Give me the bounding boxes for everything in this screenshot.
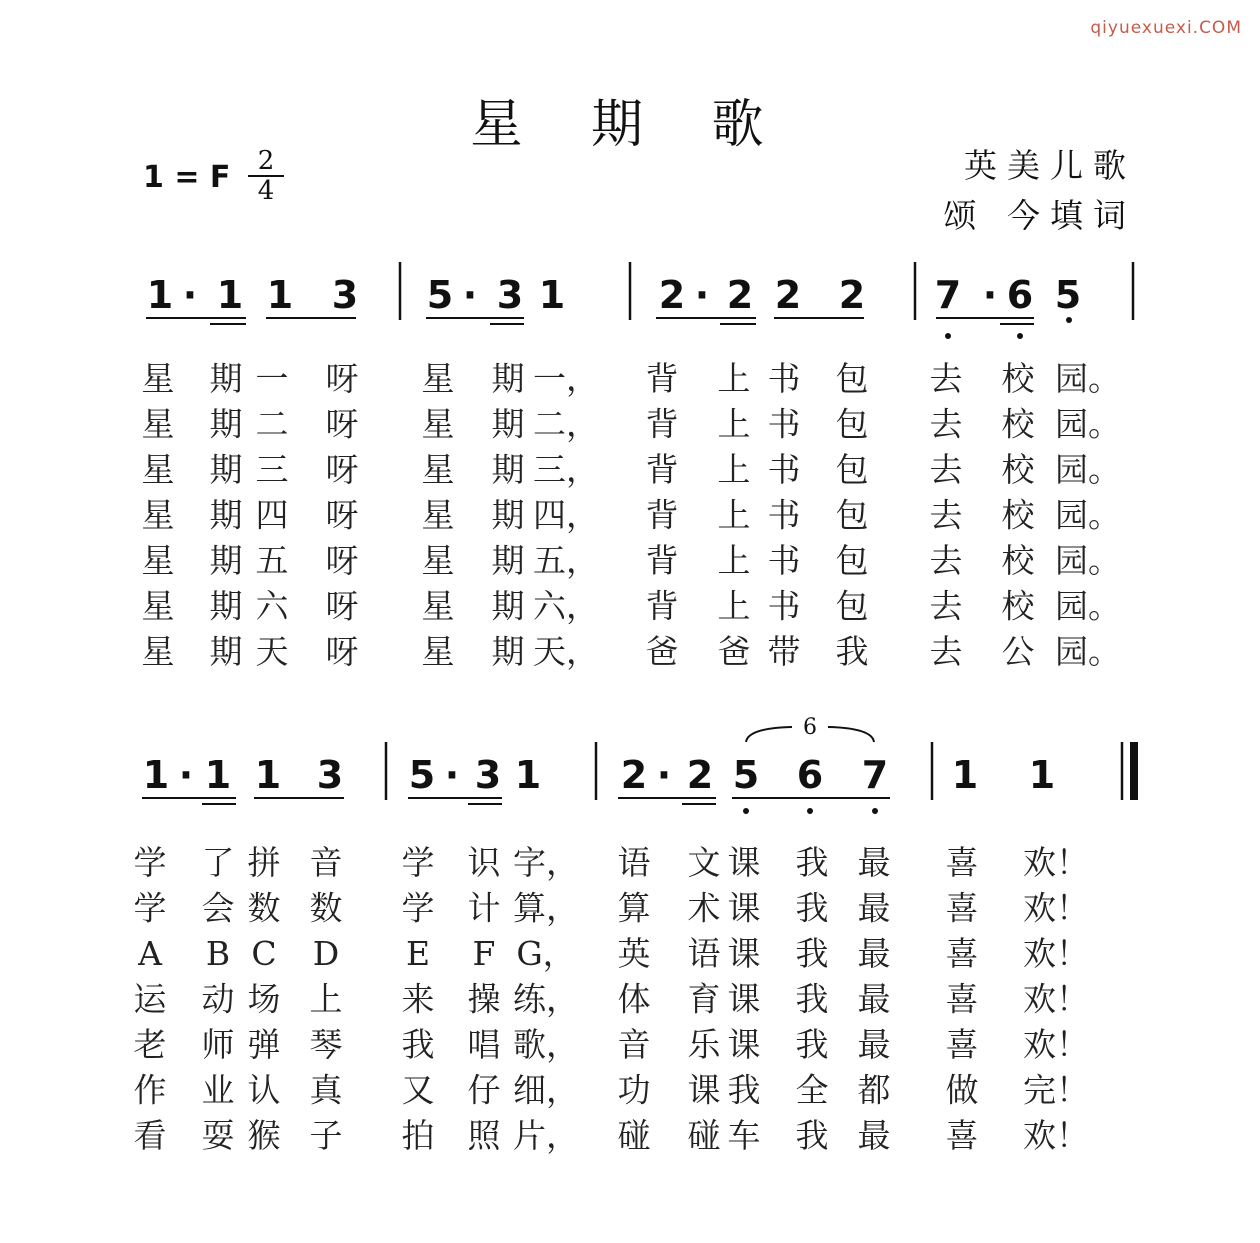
lyric-syllable: 喜 [945, 1116, 979, 1155]
lyric-syllable: 背 [645, 359, 679, 398]
lyric-syllable: 三 [255, 450, 289, 489]
lyric-syllable: 课 [727, 1025, 761, 1064]
lyric-syllable: 带 [767, 632, 801, 671]
octave-dot [872, 808, 878, 814]
jianpu-note: 2 [774, 273, 802, 317]
lyric-syllable: 欢！ [1023, 843, 1089, 882]
lyric-syllable: 欢！ [1023, 934, 1089, 973]
lyric-syllable: 期 [209, 495, 243, 535]
lyric-syllable: 呀 [325, 404, 359, 444]
lyric-syllable: 琴 [309, 1025, 343, 1064]
lyric-syllable: 文 [687, 843, 721, 882]
lyric-syllable: 星 [141, 359, 175, 398]
jianpu-note: 1 [204, 753, 232, 797]
lyric-syllable: 上 [717, 359, 751, 398]
jianpu-note: 5 [408, 753, 436, 797]
lyric-syllable: 练， [513, 979, 579, 1019]
lyric-syllable: 车 [727, 1116, 761, 1155]
lyric-syllable: 场 [247, 979, 281, 1019]
lyric-syllable: 看 [133, 1116, 167, 1155]
credit-composer: 英美儿歌 [964, 146, 1136, 185]
lyric-syllable: 弹 [247, 1025, 281, 1064]
lyric-syllable: 星 [421, 450, 455, 489]
jianpu-note: 3 [331, 273, 359, 317]
lyric-syllable: 唱 [467, 1025, 501, 1064]
lyric-syllable: 拼 [247, 843, 281, 882]
lyric-syllable: 我 [795, 934, 829, 973]
lyric-syllable: 星 [141, 450, 175, 489]
lyric-syllable: 拍 [401, 1116, 435, 1155]
lyric-syllable: F [472, 934, 496, 973]
lyric-syllable: 学 [401, 888, 435, 928]
lyric-syllable: 算， [513, 888, 579, 928]
lyric-syllable: 六 [255, 586, 289, 626]
lyric-syllable: 星 [421, 404, 455, 444]
lyric-syllable: 爸 [645, 632, 679, 671]
lyric-syllable: 背 [645, 450, 679, 489]
lyric-syllable: 课 [727, 979, 761, 1019]
lyric-syllable: 期 [209, 404, 243, 444]
lyric-syllable: 呀 [325, 450, 359, 489]
lyric-syllable: 书 [767, 586, 801, 626]
lyric-syllable: 学 [133, 843, 167, 882]
time-signature-top: 2 [257, 146, 275, 176]
lyric-syllable: 了 [201, 843, 235, 882]
lyric-syllable: 包 [835, 450, 869, 489]
lyric-syllable: 包 [835, 359, 869, 398]
lyric-syllable: E [405, 934, 431, 973]
lyric-syllable: 五， [533, 541, 599, 580]
lyric-syllable: 期 [491, 541, 525, 580]
lyric-syllable: 园。 [1055, 632, 1121, 671]
lyric-syllable: 六， [533, 586, 599, 626]
lyric-syllable: 子 [309, 1116, 343, 1155]
lyric-syllable: 操 [467, 979, 501, 1019]
lyric-syllable: 二 [255, 404, 289, 444]
lyric-syllable: 识 [467, 843, 501, 882]
jianpu-note: 2 [620, 753, 648, 797]
lyric-syllable: 校 [1001, 404, 1035, 444]
lyric-syllable: 最 [857, 979, 891, 1019]
page-title: 星 期 歌 [470, 95, 790, 155]
lyric-syllable: 星 [421, 586, 455, 626]
lyric-syllable: 完！ [1023, 1070, 1089, 1110]
lyrics-section-1 [142, 359, 1122, 671]
lyric-syllable: 包 [835, 495, 869, 535]
tuplet-arc-left [746, 727, 792, 742]
lyric-syllable: 功 [617, 1070, 651, 1110]
jianpu-note: · [178, 753, 194, 797]
jianpu-note: 6 [796, 753, 824, 797]
lyric-syllable: 四 [255, 495, 289, 535]
jianpu-note: 3 [474, 753, 502, 797]
lyric-syllable: A [138, 934, 162, 973]
lyric-syllable: G， [516, 934, 576, 973]
lyrics-section-2 [134, 843, 1090, 1155]
jianpu-note: 5 [426, 273, 454, 317]
lyric-syllable: 动 [201, 979, 235, 1019]
lyric-syllable: 上 [717, 541, 751, 580]
lyric-syllable: 公 [1001, 632, 1035, 671]
lyric-syllable: 去 [929, 541, 963, 580]
jianpu-note: · [656, 753, 672, 797]
jianpu-note: 1 [266, 273, 294, 317]
lyric-syllable: 数 [309, 888, 343, 928]
lyric-syllable: 最 [857, 1025, 891, 1064]
lyric-syllable: 去 [929, 632, 963, 671]
jianpu-note: · [444, 753, 460, 797]
lyric-syllable: 最 [857, 934, 891, 973]
lyric-syllable: 计 [467, 888, 501, 928]
lyric-syllable: 星 [421, 359, 455, 398]
lyric-syllable: 校 [1001, 359, 1035, 398]
lyric-syllable: 五 [255, 541, 289, 580]
lyric-syllable: 呀 [325, 632, 359, 671]
lyric-syllable: 天 [255, 632, 289, 671]
tuplet-arc-right [828, 727, 874, 742]
lyric-syllable: 做 [945, 1070, 979, 1110]
lyric-syllable: 上 [717, 586, 751, 626]
lyric-syllable: 爸 [717, 632, 751, 671]
lyric-syllable: 我 [835, 632, 869, 671]
lyric-syllable: 猴 [247, 1116, 281, 1155]
lyric-syllable: 课 [727, 888, 761, 928]
lyric-syllable: 歌， [513, 1025, 579, 1064]
lyric-syllable: 我 [401, 1025, 435, 1064]
key-signature: 1 = F [143, 160, 231, 195]
final-barline-thick [1130, 742, 1138, 800]
lyric-syllable: 书 [767, 495, 801, 535]
lyric-syllable: 我 [795, 888, 829, 928]
lyric-syllable: 乐 [687, 1025, 721, 1064]
lyric-syllable: 期 [491, 586, 525, 626]
jianpu-note: 1 [1028, 753, 1056, 797]
lyric-syllable: 我 [795, 843, 829, 882]
lyric-syllable: 片， [513, 1116, 579, 1155]
lyric-syllable: 我 [795, 979, 829, 1019]
lyric-syllable: C [251, 934, 277, 973]
lyric-syllable: 呀 [325, 359, 359, 398]
lyric-syllable: 期 [491, 404, 525, 444]
lyric-syllable: 耍 [201, 1116, 235, 1155]
jianpu-note: 6 [1006, 273, 1034, 317]
lyric-syllable: 星 [421, 495, 455, 535]
lyric-syllable: 期 [491, 450, 525, 489]
lyric-syllable: 又 [401, 1070, 435, 1110]
jianpu-note: 2 [726, 273, 754, 317]
octave-dot [1066, 317, 1072, 323]
jianpu-note: 5 [1054, 273, 1082, 317]
lyric-syllable: 去 [929, 586, 963, 626]
lyric-syllable: 三， [533, 450, 599, 489]
lyric-syllable: 期 [209, 450, 243, 489]
lyric-syllable: 欢！ [1023, 888, 1089, 928]
lyric-syllable: 语 [687, 934, 721, 973]
jianpu-note: 3 [496, 273, 524, 317]
lyric-syllable: 课 [687, 1070, 721, 1110]
lyric-syllable: 术 [687, 888, 721, 928]
lyric-syllable: 体 [617, 979, 651, 1019]
lyric-syllable: 我 [795, 1116, 829, 1155]
lyric-syllable: 细， [513, 1070, 579, 1110]
jianpu-note: 1 [216, 273, 244, 317]
lyric-syllable: 书 [767, 541, 801, 580]
octave-dot [1017, 333, 1023, 339]
lyric-syllable: 星 [141, 586, 175, 626]
lyric-syllable: 一 [255, 359, 289, 398]
lyric-syllable: 喜 [945, 843, 979, 882]
lyric-syllable: 去 [929, 404, 963, 444]
lyric-syllable: 园。 [1055, 586, 1121, 626]
lyric-syllable: 喜 [945, 979, 979, 1019]
jianpu-note: 7 [934, 273, 962, 317]
lyric-syllable: 星 [421, 541, 455, 580]
lyric-syllable: 认 [247, 1070, 281, 1110]
lyric-syllable: 背 [645, 404, 679, 444]
lyric-syllable: 期 [209, 359, 243, 398]
lyric-syllable: 期 [491, 359, 525, 398]
lyric-syllable: 星 [141, 632, 175, 671]
jianpu-note: 2 [686, 753, 714, 797]
jianpu-note: 1 [538, 273, 566, 317]
lyric-syllable: 天， [533, 632, 599, 671]
lyric-syllable: 育 [687, 979, 721, 1019]
tuplet-number: 6 [803, 715, 817, 740]
lyric-syllable: 书 [767, 450, 801, 489]
lyric-syllable: 去 [929, 359, 963, 398]
jianpu-note: 2 [838, 273, 866, 317]
lyric-syllable: 校 [1001, 586, 1035, 626]
lyric-syllable: 语 [617, 843, 651, 882]
lyric-syllable: 来 [401, 979, 435, 1019]
lyric-syllable: 期 [209, 541, 243, 580]
octave-dot [807, 808, 813, 814]
lyric-syllable: 呀 [325, 541, 359, 580]
octave-dot [743, 808, 749, 814]
lyric-syllable: 校 [1001, 541, 1035, 580]
watermark: qiyuexuexi.COM [1090, 18, 1242, 38]
lyric-syllable: 全 [795, 1070, 829, 1110]
lyric-syllable: 星 [141, 495, 175, 535]
jianpu-note: · [982, 273, 998, 317]
lyric-syllable: 上 [717, 495, 751, 535]
lyric-syllable: 上 [309, 979, 343, 1019]
lyric-syllable: 背 [645, 541, 679, 580]
lyric-syllable: 课 [727, 934, 761, 973]
lyric-syllable: 星 [421, 632, 455, 671]
jianpu-note: · [182, 273, 198, 317]
lyric-syllable: 书 [767, 404, 801, 444]
lyric-syllable: 仔 [467, 1070, 501, 1110]
lyric-syllable: 算 [617, 888, 651, 928]
lyric-syllable: 欢！ [1023, 1025, 1089, 1064]
lyric-syllable: 最 [857, 1116, 891, 1155]
lyric-syllable: 期 [491, 632, 525, 671]
lyric-syllable: 校 [1001, 450, 1035, 489]
lyric-syllable: 师 [201, 1025, 235, 1064]
lyric-syllable: 数 [247, 888, 281, 928]
lyric-syllable: 去 [929, 450, 963, 489]
lyric-syllable: 都 [857, 1070, 891, 1110]
lyric-syllable: 最 [857, 888, 891, 928]
jianpu-note: 3 [316, 753, 344, 797]
credit-lyricist: 颂 今填词 [943, 196, 1136, 235]
lyric-syllable: 喜 [945, 934, 979, 973]
jianpu-note: · [462, 273, 478, 317]
jianpu-note: 1 [514, 753, 542, 797]
lyric-syllable: 碰 [687, 1116, 721, 1155]
lyric-syllable: 我 [795, 1025, 829, 1064]
lyric-syllable: 包 [835, 586, 869, 626]
octave-dot [945, 333, 951, 339]
time-signature-bottom: 4 [257, 176, 275, 206]
lyric-syllable: 园。 [1055, 404, 1121, 444]
lyric-syllable: 音 [309, 843, 343, 882]
lyric-syllable: 真 [309, 1070, 343, 1110]
lyric-syllable: D [312, 934, 340, 973]
lyric-syllable: 园。 [1055, 541, 1121, 580]
lyric-syllable: 二， [533, 404, 599, 444]
lyric-syllable: 上 [717, 450, 751, 489]
lyric-syllable: 呀 [325, 495, 359, 535]
jianpu-note: 1 [146, 273, 174, 317]
lyric-syllable: 校 [1001, 495, 1035, 535]
lyric-syllable: 学 [133, 888, 167, 928]
lyric-syllable: 包 [835, 404, 869, 444]
jianpu-note: 1 [254, 753, 282, 797]
lyric-syllable: 英 [617, 934, 651, 973]
lyric-syllable: 喜 [945, 1025, 979, 1064]
lyric-syllable: 上 [717, 404, 751, 444]
lyric-syllable: 最 [857, 843, 891, 882]
jianpu-note: 2 [658, 273, 686, 317]
lyric-syllable: 我 [727, 1070, 761, 1110]
lyric-syllable: 会 [201, 888, 235, 928]
lyric-syllable: 字， [513, 843, 579, 882]
lyric-syllable: 去 [929, 495, 963, 535]
lyric-syllable: 音 [617, 1025, 651, 1064]
lyric-syllable: 作 [133, 1070, 167, 1110]
jianpu-note: · [694, 273, 710, 317]
lyric-syllable: 包 [835, 541, 869, 580]
lyric-syllable: 星 [141, 404, 175, 444]
lyric-syllable: 园。 [1055, 359, 1121, 398]
jianpu-note: 5 [732, 753, 760, 797]
jianpu-note: 1 [142, 753, 170, 797]
lyric-syllable: B [205, 934, 231, 973]
notes-system-1 [147, 273, 1081, 317]
lyric-syllable: 期 [209, 586, 243, 626]
lyric-syllable: 背 [645, 495, 679, 535]
lyric-syllable: 星 [141, 541, 175, 580]
lyric-syllable: 期 [491, 495, 525, 535]
lyric-syllable: 老 [133, 1025, 167, 1064]
lyric-syllable: 课 [727, 843, 761, 882]
notes-system-2 [143, 753, 1055, 797]
lyric-syllable: 四， [533, 495, 599, 535]
jianpu-note: 1 [951, 753, 979, 797]
jianpu-note: 7 [861, 753, 889, 797]
lyric-syllable: 园。 [1055, 450, 1121, 489]
lyric-syllable: 业 [201, 1070, 235, 1110]
lyric-syllable: 照 [467, 1116, 501, 1155]
lyric-syllable: 期 [209, 632, 243, 671]
lyric-syllable: 呀 [325, 586, 359, 626]
lyric-syllable: 欢！ [1023, 979, 1089, 1019]
lyric-syllable: 书 [767, 359, 801, 398]
lyric-syllable: 运 [133, 979, 167, 1019]
lyric-syllable: 喜 [945, 888, 979, 928]
lyric-syllable: 背 [645, 586, 679, 626]
lyric-syllable: 碰 [617, 1116, 651, 1155]
lyric-syllable: 欢！ [1023, 1116, 1089, 1155]
lyric-syllable: 学 [401, 843, 435, 882]
lyric-syllable: 一， [533, 359, 599, 398]
lyric-syllable: 园。 [1055, 495, 1121, 535]
